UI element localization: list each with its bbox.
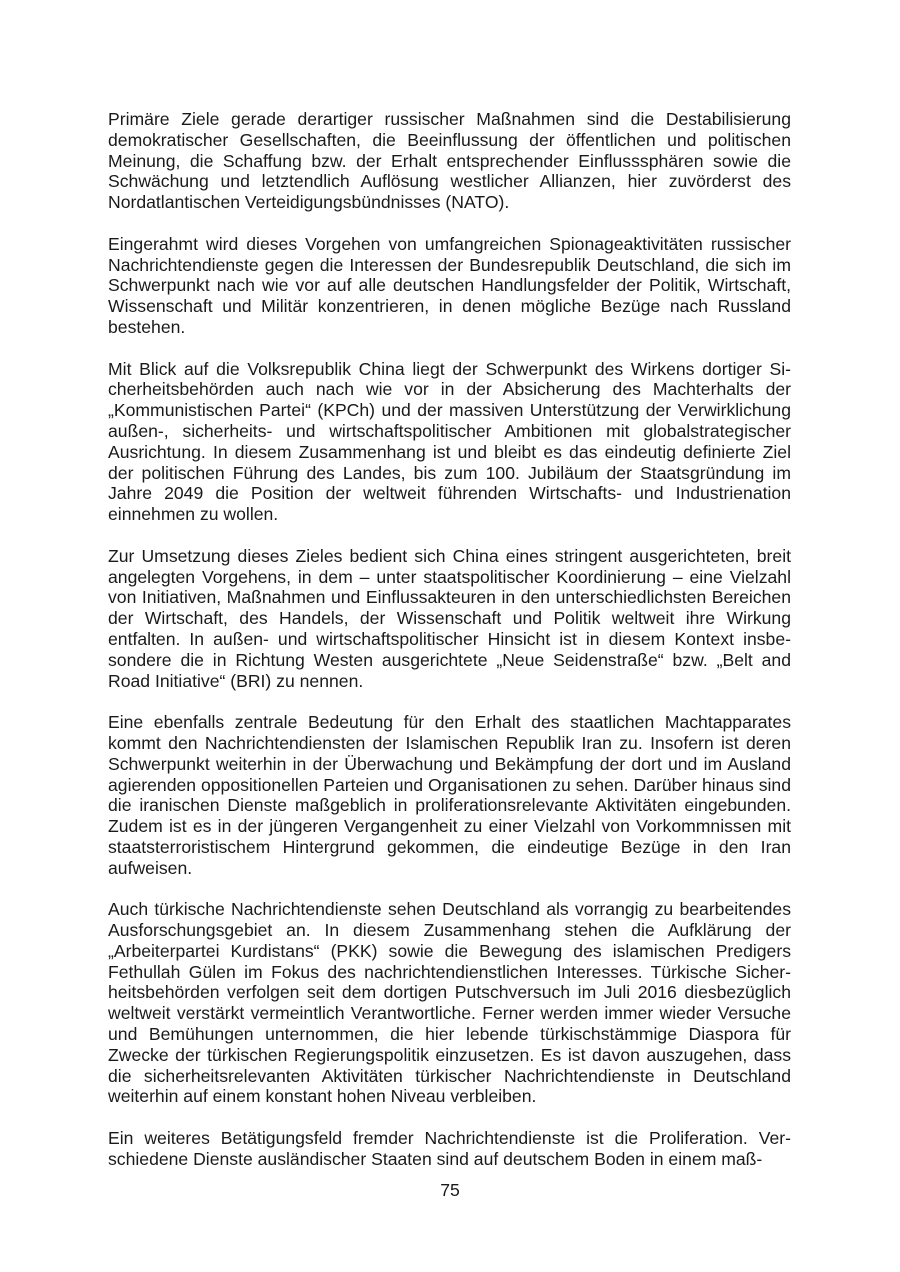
paragraph-iran: Eine ebenfalls zentrale Bedeutung für den Erhalt des staatlichen Machtapparates kommt den Nachrichtendiensten der Islamischen Republik Iran zu. Insofern ist deren Schwerpunkt weiterhin in der Überwachung und Bekämpfung der dort und im Ausland agierenden oppositionellen Parteien und Organisationen zu sehen. Darüber hinaus sind die iranischen Dienste maßgeblich in proliferationsrelevante Aktivitäten eingebunden. Zudem ist es in der jüngeren Vergangenheit zu einer Vielzahl von Vorkommnissen mit staatsterroristischem Hintergrund gekommen, die eindeutige Bezüge in den Iran aufweisen. [108, 712, 791, 878]
paragraph-china-strategy: Zur Umsetzung dieses Zieles bedient sich China eines stringent ausgerichteten, breit angelegten Vorgehens, in dem – unter staatspolitischer Koordinierung – eine Vielzahl von Initiativen, Maßnahmen und Einflussakteuren in den unterschiedlichsten Bereichen der Wirtschaft, des Handels, der Wissenschaft und Politik weltweit ihre Wirkung entfalten. In außen- und wirtschaftspolitischer Hinsicht ist in diesem Kontext insbesondere die in Richtung Westen ausgerichtete „Neue Seidenstraße“ bzw. „Belt and Road Initiative“ (BRI) zu nennen. [108, 545, 791, 691]
body-text [108, 109, 791, 1170]
paragraph-russia-goals: Primäre Ziele gerade derartiger russischer Maßnahmen sind die Destabilisierung demokratischer Gesellschaften, die Beeinflussung der öffentlichen und politischen Meinung, die Schaffung bzw. der Erhalt entsprechender Einflusssphären sowie die Schwächung und letztendlich Auflösung westlicher Allianzen, hier zuvörderst des Nordatlantischen Verteidigungsbündnisses (NATO). [108, 109, 791, 213]
page-number: 75 [440, 1180, 460, 1200]
paragraph-china-security: Mit Blick auf die Volksrepublik China liegt der Schwerpunkt des Wirkens dortiger Sicherheitsbehörden auch nach wie vor in der Absicherung des Machterhalts der „Kommunistischen Partei“ (KPCh) und der massiven Unterstützung der Verwirklichung außen-, sicherheits- und wirtschaftspolitischer Ambitionen mit globalstrategischer Ausrichtung. In diesem Zusammenhang ist und bleibt es das eindeutig definierte Ziel der politischen Führung des Landes, bis zum 100. Jubiläum der Staatsgründung im Jahre 2049 die Position der weltweit führenden Wirtschafts- und Industrienation einnehmen zu wollen. [108, 358, 791, 525]
paragraph-turkey: Auch türkische Nachrichtendienste sehen Deutschland als vorrangig zu bearbeitendes Ausforschungsgebiet an. In diesem Zusammenhang stehen die Aufklärung der „Arbeiterpartei Kurdistans“ (PKK) sowie die Bewegung des islamischen Predigers Fethullah Gülen im Fokus des nachrichtendienstlichen Interesses. Türkische Sicherheitsbehörden verfolgen seit dem dortigen Putschversuch im Juli 2016 diesbezüglich weltweit verstärkt vermeintlich Verantwortliche. Ferner werden immer wieder Versuche und Bemühungen unternommen, die hier lebende türkischstämmige Diaspora für Zwecke der türkischen Regierungspolitik einzusetzen. Es ist davon auszugehen, dass die sicherheitsrelevanten Aktivitäten türkischer Nachrichtendienste in Deutschland weiterhin auf einem konstant hohen Niveau verbleiben. [108, 899, 791, 1107]
paragraph-russia-espionage: Eingerahmt wird dieses Vorgehen von umfangreichen Spionageaktivitäten russischer Nachrichtendienste gegen die Interessen der Bundesrepublik Deutschland, die sich im Schwerpunkt nach wie vor auf alle deutschen Handlungsfelder der Politik, Wirtschaft, Wissenschaft und Militär konzentrieren, in denen mögliche Bezüge nach Russland bestehen. [108, 233, 791, 337]
paragraph-proliferation: Ein weiteres Betätigungsfeld fremder Nachrichtendienste ist die Proliferation. Verschiedene Dienste ausländischer Staaten sind auf deutschem Boden in einem maß- [108, 1128, 791, 1169]
